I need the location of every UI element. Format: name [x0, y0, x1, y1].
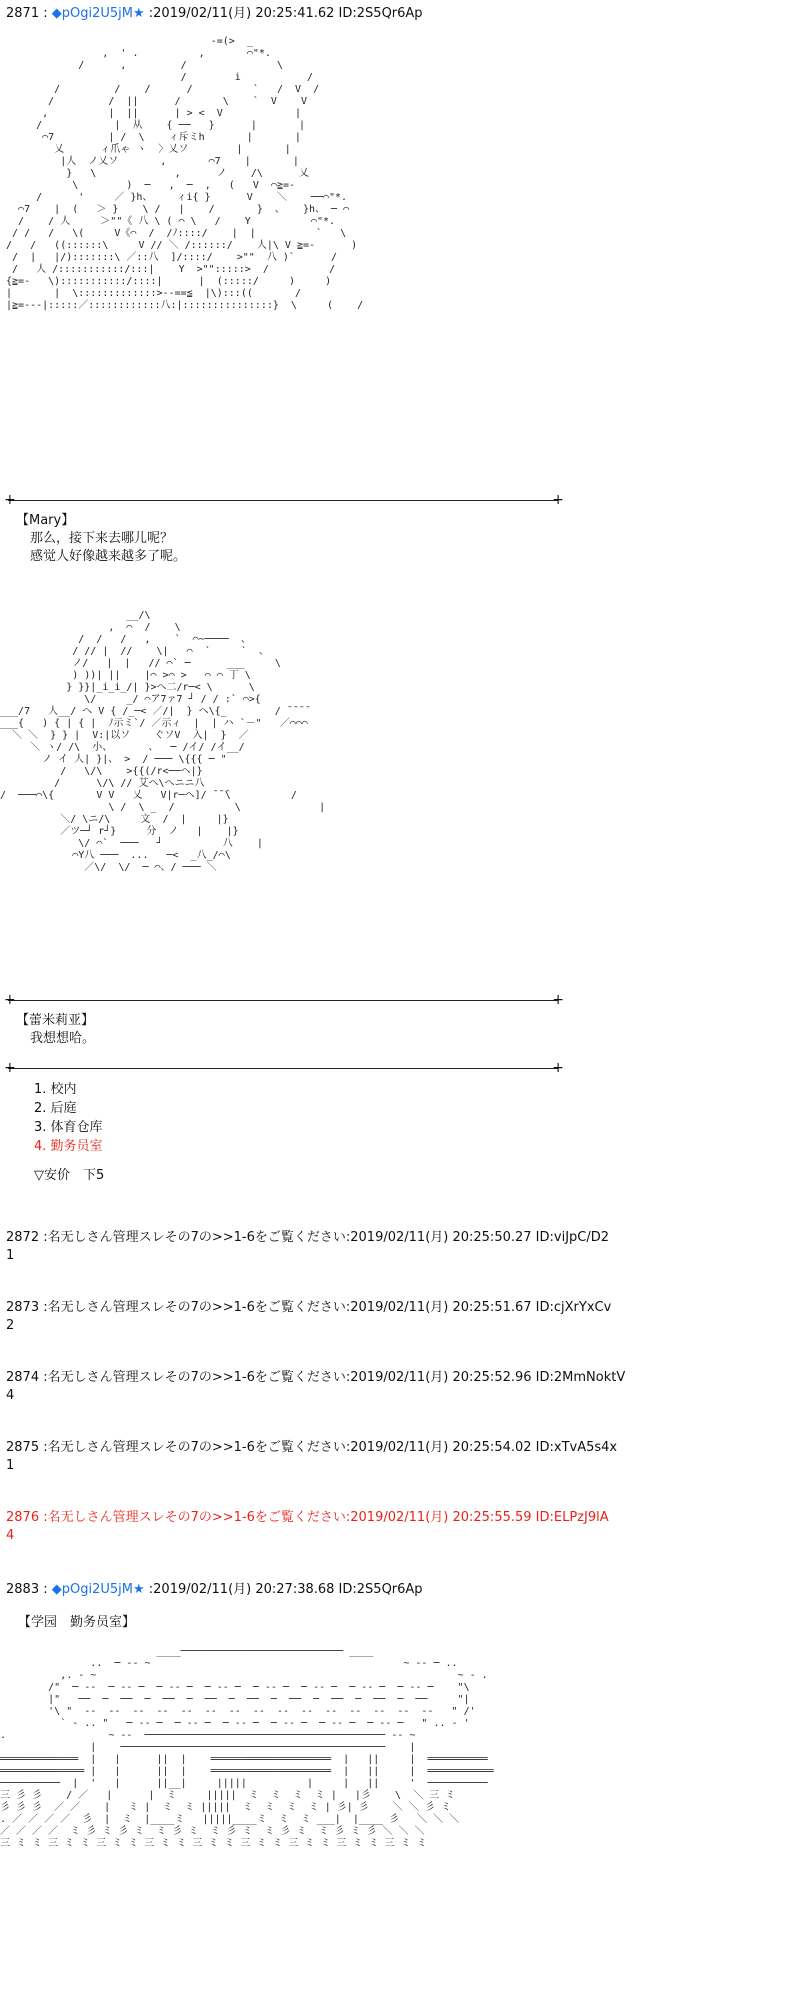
- divider-plus-right: +: [552, 1060, 564, 1076]
- trip-code: ◆pOgi2U5jM: [51, 1582, 133, 1597]
- dialogue-remilia: [16, 1012, 95, 1048]
- post-number[interactable]: 2871: [6, 6, 40, 21]
- post-sep: :: [39, 1582, 52, 1597]
- reply-body: 4: [6, 1388, 15, 1403]
- divider-plus-left: +: [4, 1060, 16, 1076]
- reply-header: 2875 :名无しさん管理スレその7の>>1-6をご覧ください:2019/02/11(月) 20:25:54.02 ID:xTvA5s4x: [6, 1440, 618, 1455]
- divider-plus-right: +: [552, 492, 564, 508]
- divider-line: [4, 992, 564, 1008]
- reply-body: 1: [6, 1248, 15, 1263]
- divider-plus-right: +: [552, 992, 564, 1008]
- trip-code: ◆pOgi2U5jM: [51, 6, 133, 21]
- ascii-art-room: ____─────────────────────────── ____ .. ─ ‐‐ ~ ~ ‐‐ ─ .. ,. ‐ ~ ~ ‐ . /" ─ ‐‐ ─ ‐‐ ─ ─ ‐‐ ─ ─ ‐‐ ─ ─ ‐‐ ─ ─ ‐‐ ─ ─ ‐‐ ─ ─ ‐‐ ─ "\ |" ── ─ ── ─ ── ─ ── ─ ── ─ ── ─ ── ─ ── ─ ── "| '\ " ‐‐ ‐‐ ‐‐ ‐‐ ‐‐ ‐‐ ‐‐ ‐‐ ‐‐ ‐‐ ‐‐ ‐‐ ‐‐ ‐‐ ‐‐ " /' ` ‐ .. " ─ ‐‐ ─ ─ ‐‐ ─ ─ ‐‐ ─ ─ ‐‐ ─ ─ ‐‐ ─ ─ ‐‐ ─ " .. ‐ ' . ~ ‐‐ ──────────────────────────────────────── ‐‐ ~ | ──────────────────────────────────────────── | ═════════════ | | || | ════════════════════ | || | ══════════ ══════════════ | | || | ════════════════════ | || | ═══════════ ────────── | ' | ||__| ||||| | | || ' ────────── 三 彡 彡 / ／ | | ミ ||||| ミ ミ ミ ミ | |彡 \ ＼ 三 ミ 彡 彡 彡 ／ ／ | ミ | ミ ミ ||||| ミ ミ ミ ミ | 彡| 彡 ＼ ＼ 彡 ミ . ／ ／ ／ ／ 彡 | ミ |____ミ |||||____ミ ミ ミ ___| |____ 彡 ＼ ＼ ＼ ／ ／ ／ ／ ミ 彡 ミ 彡 ミ ミ 彡 ミ ミ 彡 ミ ミ 彡 ミ ミ 彡 ミ 彡 ＼ ＼ ＼ 三 ミ ミ 三 ミ ミ 三 ミ ミ 三 ミ ミ 三 ミ ミ 三 ミ ミ 三 ミ ミ 三 ミ ミ 三 ミ ミ: [0, 1646, 494, 1849]
- star-icon: ★: [132, 1582, 145, 1597]
- reply-header: 2874 :名无しさん管理スレその7の>>1-6をご覧ください:2019/02/11(月) 20:25:52.96 ID:2MmNoktV: [6, 1370, 626, 1385]
- anka-instruction: ▽安价 下5: [34, 1168, 105, 1183]
- speaker-name: 【Mary】: [16, 513, 75, 528]
- post-number[interactable]: 2883: [6, 1582, 40, 1597]
- dialogue-line: 我想想哈。: [30, 1031, 96, 1046]
- choice-item: 1. 校内: [34, 1082, 77, 1097]
- divider-line: [4, 1060, 564, 1076]
- post-header-2871: [6, 6, 423, 22]
- reply-header: 2873 :名无しさん管理スレその7の>>1-6をご覧ください:2019/02/11(月) 20:25:51.67 ID:cjXrYxCv: [6, 1300, 612, 1315]
- ascii-art-mary: -=(> _ , ' . , ⌒"*. / , / \ / i / / / / / ` / V / / / || / \ ` V V , | || | > < V | / | 从 { ── } | | ⌒7 | / \ ィ斥ミh | | 乂 ィ爪ゃ ヽ 〉乂ソ | | |人 ノ乂ソ , ⌒7 | | } \ , ノ /\ 乂 \ ) ─ , ─ , ( V ⌒≧=- / ' ／ }h、 ィi{ } V ＼ ──⌒"*. ⌒7 | ( ＞ } \ / | / } 、 }h、 ─ ⌒ / / 人 ＞""《 八 \ ( ⌒ \ / Y ⌒"*. / / / \( V《⌒ / /ﾉ::::/ | | ` \ / / ((::::::\ V // ＼ /::::::/ 人|\ V ≧=- ) / | |/):::::::\ ／::八 ]/::::/ >"" 八 )` / / 人 /:::::::::::/:::| Y >"":::::> / / {≧=- \):::::::::::/::::| | (:::::/ ) ) | | \:::::::::::::>--==≦ |\):::(( / |≧=---|:::::／::::::::::::八:|:::::::::::::::} \ ( /: [6, 36, 364, 311]
- speaker-name: 【蕾米莉亚】: [16, 1013, 95, 1028]
- reply-header: 2872 :名无しさん管理スレその7の>>1-6をご覧ください:2019/02/11(月) 20:25:50.27 ID:viJpC/D2: [6, 1230, 610, 1245]
- post-header-2883: [6, 1582, 423, 1598]
- divider-line: [4, 492, 564, 508]
- choice-item-selected: 4. 勤务员室: [34, 1139, 103, 1154]
- reply-header-highlighted: 2876 :名无しさん管理スレその7の>>1-6をご覧ください:2019/02/11(月) 20:25:55.59 ID:ELPzJ9lA: [6, 1510, 609, 1525]
- dialogue-mary: [16, 512, 186, 566]
- ascii-art-remilia: __/\ , ⌒ / \ / / / , ` ⌒~──── 、 / // | // \| ⌒ ` ` 、 ノ/ | | // ⌒` ─ ___ \ ) ))| || |⌒ >⌒ > ⌒ ⌒ 丁 \ } }}|_i_i_/| }>へ二/r─< \ \ \/ _/ ⌒ア7ァ7 ┘ / / :` ⌒>{ ___/7 人__/ へ V { /_─< ／/| } へ\{_ / ̄ ̄ ̄ ̄ ___{ ) { | { | ﾉ示ミ`/ ／示ィ | | ハ `－" ／⌒⌒⌒ ＼ ＼ } } | V:|以ソ ぐソV 入| } ／ ＼ ヽ/ /\ 小、 、 ─ /イ/ /イ__/ ノ イ 人| }|、 > / ─── \{{{ ─ " / \/\ >{{(/r<──ヘ|} / \/\ // 艾ヘ\へニニ八 / ───⌒\{ V V 乂 V|r─ヘ]/ ̄ ̄ ̄\ / \ / \ _ / \ | ＼/ \ニ/\ 文 / | |} ／ツ─┘ r┘} 分 ノ | |} \/ ⌒` ─── ┘ 八 | ⌒Y八 ─── ... ─< _八_/⌒\ ／\/ \/ ─ ⌒、/ ─── ＼: [0, 610, 326, 873]
- divider-plus-left: +: [4, 992, 16, 1008]
- choice-item: 2. 后庭: [34, 1101, 77, 1116]
- choice-item: 3. 体育仓库: [34, 1120, 103, 1135]
- reply-body: 1: [6, 1458, 15, 1473]
- location-label: 【学园 勤务员室】: [18, 1615, 136, 1630]
- dialogue-line: 感觉人好像越来越多了呢。: [30, 549, 187, 564]
- post-meta: :2019/02/11(月) 20:25:41.62 ID:2S5Qr6Ap: [144, 6, 423, 21]
- dialogue-line: 那么，接下来去哪儿呢？: [30, 531, 174, 546]
- post-meta: :2019/02/11(月) 20:27:38.68 ID:2S5Qr6Ap: [144, 1582, 423, 1597]
- reply-body: 2: [6, 1318, 15, 1333]
- divider-plus-left: +: [4, 492, 16, 508]
- star-icon: ★: [132, 6, 145, 21]
- reply-body-highlighted: 4: [6, 1528, 15, 1543]
- choice-list: [34, 1080, 104, 1185]
- post-sep: :: [39, 6, 52, 21]
